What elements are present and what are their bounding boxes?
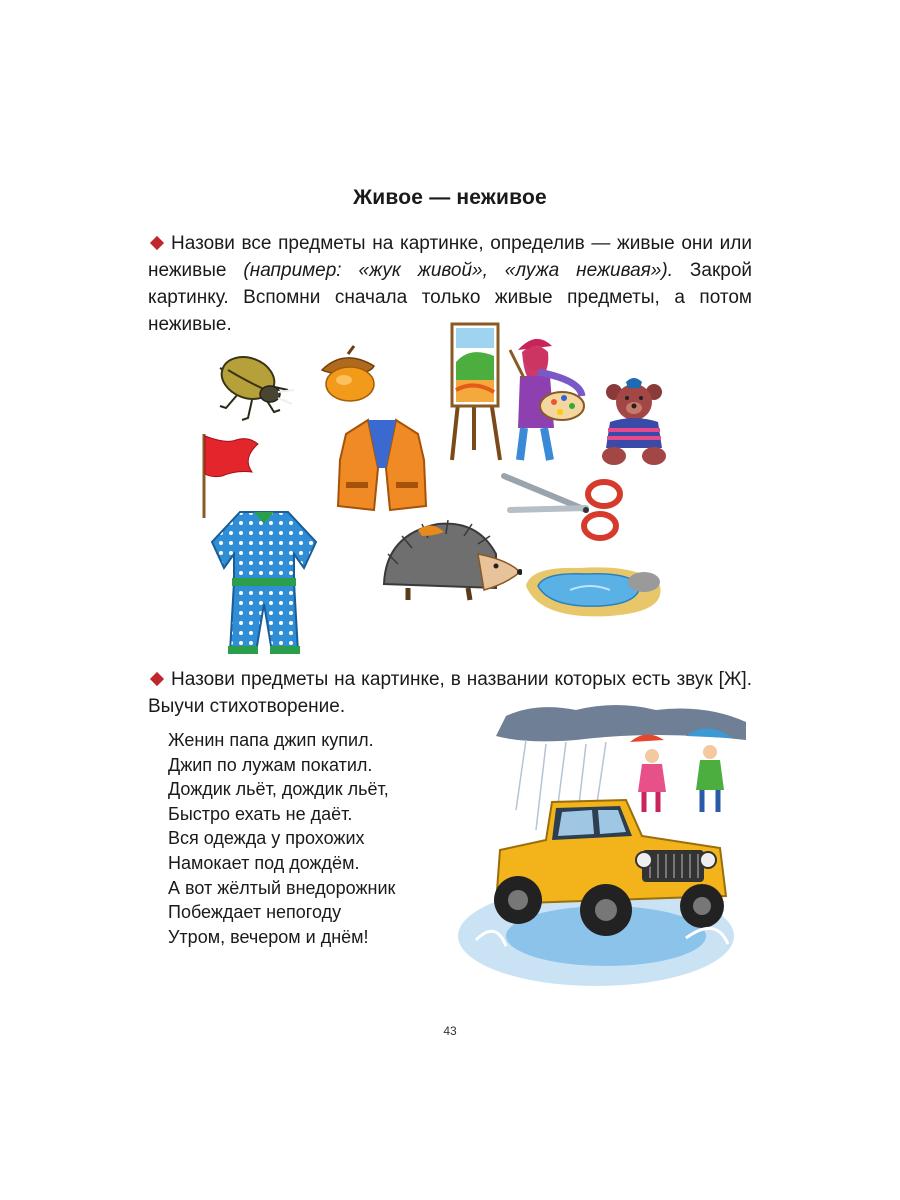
task-1-text-b: Закрой картинку. Вспомни сначала только живые предметы, а потом неживые. bbox=[148, 260, 753, 335]
page-number: 43 bbox=[443, 1024, 457, 1038]
poem-line: А вот жёлтый внедорожник bbox=[168, 877, 396, 898]
poem-line: Дождик льёт, дождик льёт, bbox=[168, 779, 389, 800]
hedgehog-icon bbox=[378, 514, 522, 606]
poem bbox=[168, 728, 395, 949]
puddle-icon bbox=[520, 556, 668, 622]
acorn-icon bbox=[314, 344, 384, 404]
splash-icon bbox=[458, 886, 734, 986]
scissors-icon bbox=[500, 470, 630, 550]
task-1-example: (например: «жук живой», «лужа неживая»). bbox=[243, 260, 673, 281]
poem-line: Намокает под дождём. bbox=[168, 852, 360, 873]
jeep-scene-icon bbox=[456, 700, 756, 1000]
poem-line: Женин папа джип купил. bbox=[168, 730, 374, 750]
poem-line: Джип по лужам покатил. bbox=[168, 754, 373, 775]
diamond-bullet-icon bbox=[150, 236, 164, 250]
poem-line: Быстро ехать не даёт. bbox=[168, 803, 353, 824]
vest-icon bbox=[332, 414, 432, 518]
pajamas-icon bbox=[206, 508, 322, 656]
flag-icon bbox=[196, 430, 266, 520]
poem-line: Побеждает непогоду bbox=[168, 902, 342, 923]
task-1 bbox=[148, 230, 752, 338]
beetle-icon bbox=[208, 346, 300, 426]
teddy-bear-icon bbox=[596, 378, 678, 468]
poem-line: Вся одежда у прохожих bbox=[168, 828, 365, 849]
task-2-text: Назови предметы на картинке, в названии которых есть звук [Ж]. Выучи стихотворение. bbox=[148, 669, 752, 717]
task-1-text-a: Назови все предметы на картинке, определив — живые они или неживые bbox=[148, 233, 752, 281]
jeep-icon bbox=[496, 800, 726, 904]
poem-line: Утром, вечером и днём! bbox=[168, 926, 369, 947]
diamond-bullet-icon bbox=[150, 672, 164, 686]
task-2 bbox=[148, 666, 752, 720]
page-title: Живое — неживое bbox=[353, 186, 547, 209]
